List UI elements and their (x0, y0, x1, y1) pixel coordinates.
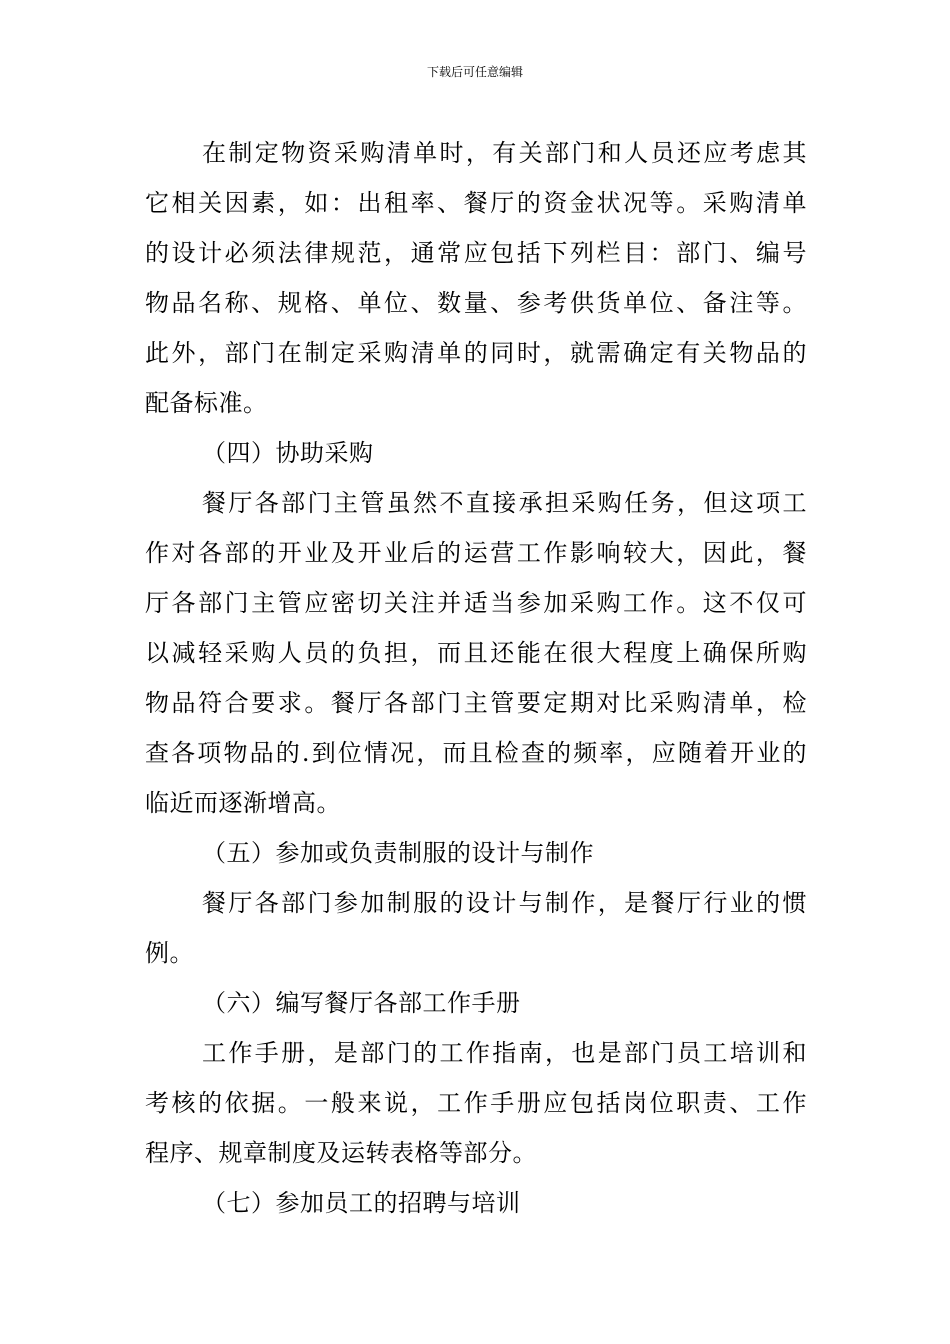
paragraph (145, 478, 807, 828)
text-line: 考核的依据。一般来说，工作手册应包括岗位职责、工作 (145, 1089, 807, 1117)
text-line: 此外，部门在制定采购清单的同时，就需确定有关物品的 (145, 339, 807, 367)
text-line: 厅各部门主管应密切关注并适当参加采购工作。这不仅可 (145, 589, 807, 617)
text-line: 物品符合要求。餐厅各部门主管要定期对比采购清单，检 (145, 689, 807, 717)
text-line: 以减轻采购人员的负担，而且还能在很大程度上确保所购 (145, 639, 807, 667)
heading-text: （七）参加员工的招聘与培训 (202, 1189, 521, 1217)
text-line: 餐厅各部门主管虽然不直接承担采购任务，但这项工 (202, 489, 807, 517)
section-heading (145, 978, 807, 1028)
heading-text: （五）参加或负责制服的设计与制作 (202, 839, 594, 867)
text-line: 临近而逐渐增高。 (145, 789, 341, 817)
page-header: 下载后可任意编辑 (426, 65, 523, 79)
section-heading (145, 828, 807, 878)
text-line: 餐厅各部门参加制服的设计与制作，是餐厅行业的惯 (202, 889, 807, 917)
section-heading (145, 1178, 807, 1228)
heading-text: （六）编写餐厅各部工作手册 (202, 989, 521, 1017)
text-line: 作对各部的开业及开业后的运营工作影响较大，因此，餐 (145, 539, 807, 567)
text-line: 程序、规章制度及运转表格等部分。 (145, 1139, 537, 1167)
paragraph (145, 878, 807, 978)
text-line: 工作手册，是部门的工作指南，也是部门员工培训和 (202, 1039, 807, 1067)
document-body (145, 128, 807, 1228)
text-line: 的设计必须法律规范，通常应包括下列栏目：部门、编号 (145, 239, 807, 267)
text-line: 配备标准。 (145, 389, 268, 417)
text-line: 在制定物资采购清单时，有关部门和人员还应考虑其 (202, 139, 807, 167)
text-line: 物品名称、规格、单位、数量、参考供货单位、备注等。 (145, 289, 807, 317)
section-heading (145, 428, 807, 478)
heading-text: （四）协助采购 (202, 439, 374, 467)
text-line: 它相关因素，如：出租率、餐厅的资金状况等。采购清单 (145, 189, 807, 217)
paragraph (145, 1028, 807, 1178)
text-line: 例。 (145, 939, 194, 967)
paragraph (145, 128, 807, 428)
text-line: 查各项物品的.到位情况，而且检查的频率，应随着开业的 (145, 739, 807, 767)
